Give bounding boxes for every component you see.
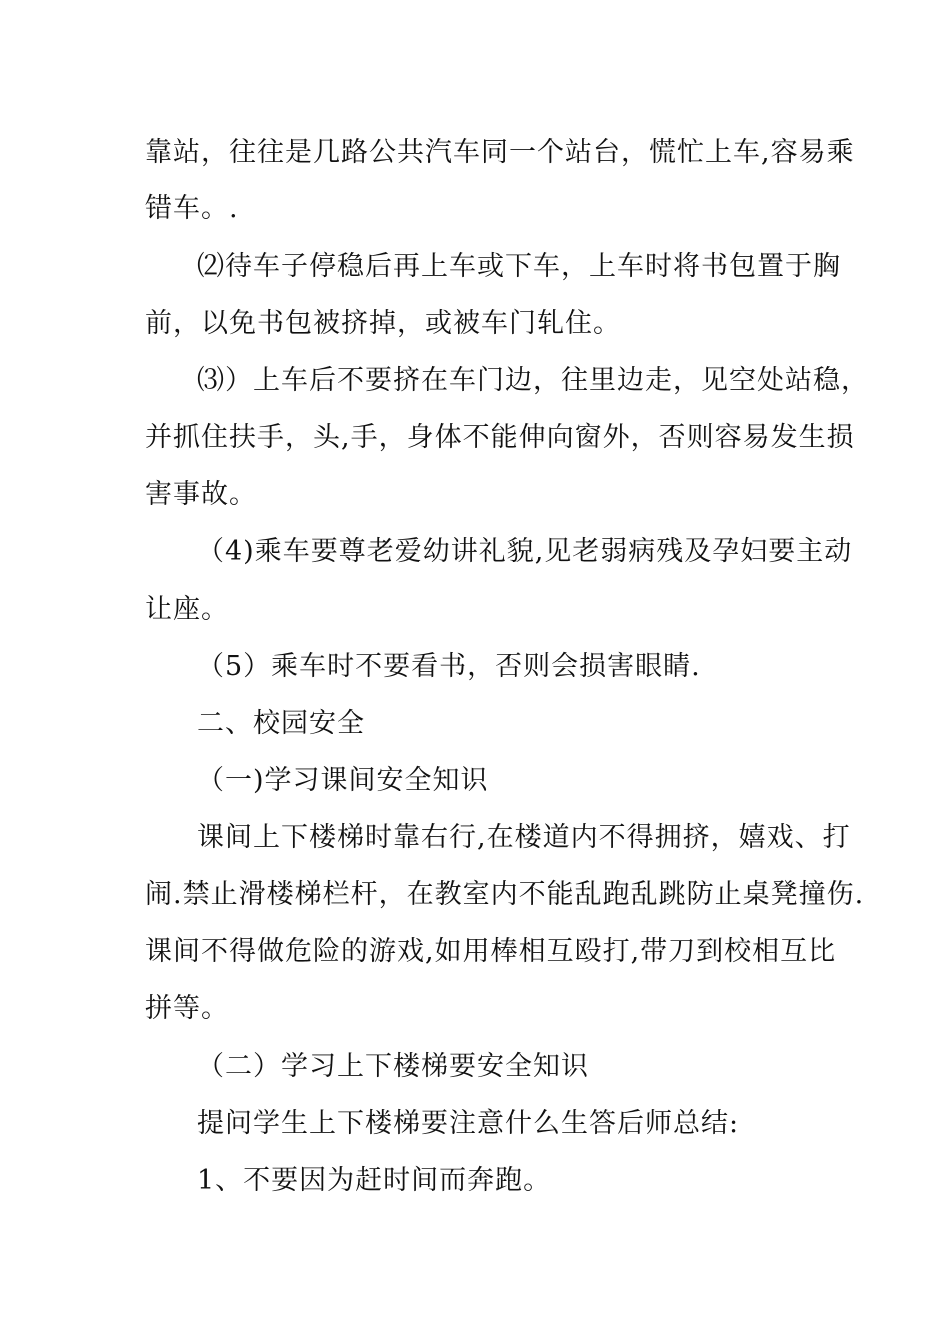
text-line: 拼等。	[145, 993, 229, 1024]
text-line: 错车。.	[145, 193, 239, 224]
text-line: 1、不要因为赶时间而奔跑。	[197, 1165, 552, 1196]
text-line: 提问学生上下楼梯要注意什么生答后师总结:	[197, 1108, 740, 1139]
text-line: 闹.禁止滑楼梯栏杆，在教室内不能乱跑乱跳防止桌凳撞伤.	[145, 879, 865, 910]
text-line: （4)乘车要尊老爱幼讲礼貌,见老弱病残及孕妇要主动	[197, 536, 853, 567]
text-line: （5）乘车时不要看书，否则会损害眼睛.	[197, 651, 701, 682]
text-line: 前，以免书包被挤掉，或被车门轧住。	[145, 308, 621, 339]
text-line: 靠站，往往是几路公共汽车同一个站台，慌忙上车,容易乘	[145, 137, 855, 168]
subsection-heading: （一)学习课间安全知识	[197, 765, 489, 796]
text-line: 并抓住扶手，头,手，身体不能伸向窗外，否则容易发生损	[145, 422, 855, 453]
text-line: 课间上下楼梯时靠右行,在楼道内不得拥挤，嬉戏、打	[197, 822, 851, 853]
text-line: ⑵待车子停稳后再上车或下车，上车时将书包置于胸	[197, 251, 841, 282]
text-line: ⑶）上车后不要挤在车门边，往里边走，见空处站稳，	[197, 365, 869, 396]
section-heading: 二、校园安全	[197, 708, 365, 739]
text-line: 让座。	[145, 594, 229, 625]
subsection-heading: （二）学习上下楼梯要安全知识	[197, 1051, 589, 1082]
text-line: 害事故。	[145, 479, 257, 510]
text-line: 课间不得做危险的游戏,如用棒相互殴打,带刀到校相互比	[145, 936, 837, 967]
